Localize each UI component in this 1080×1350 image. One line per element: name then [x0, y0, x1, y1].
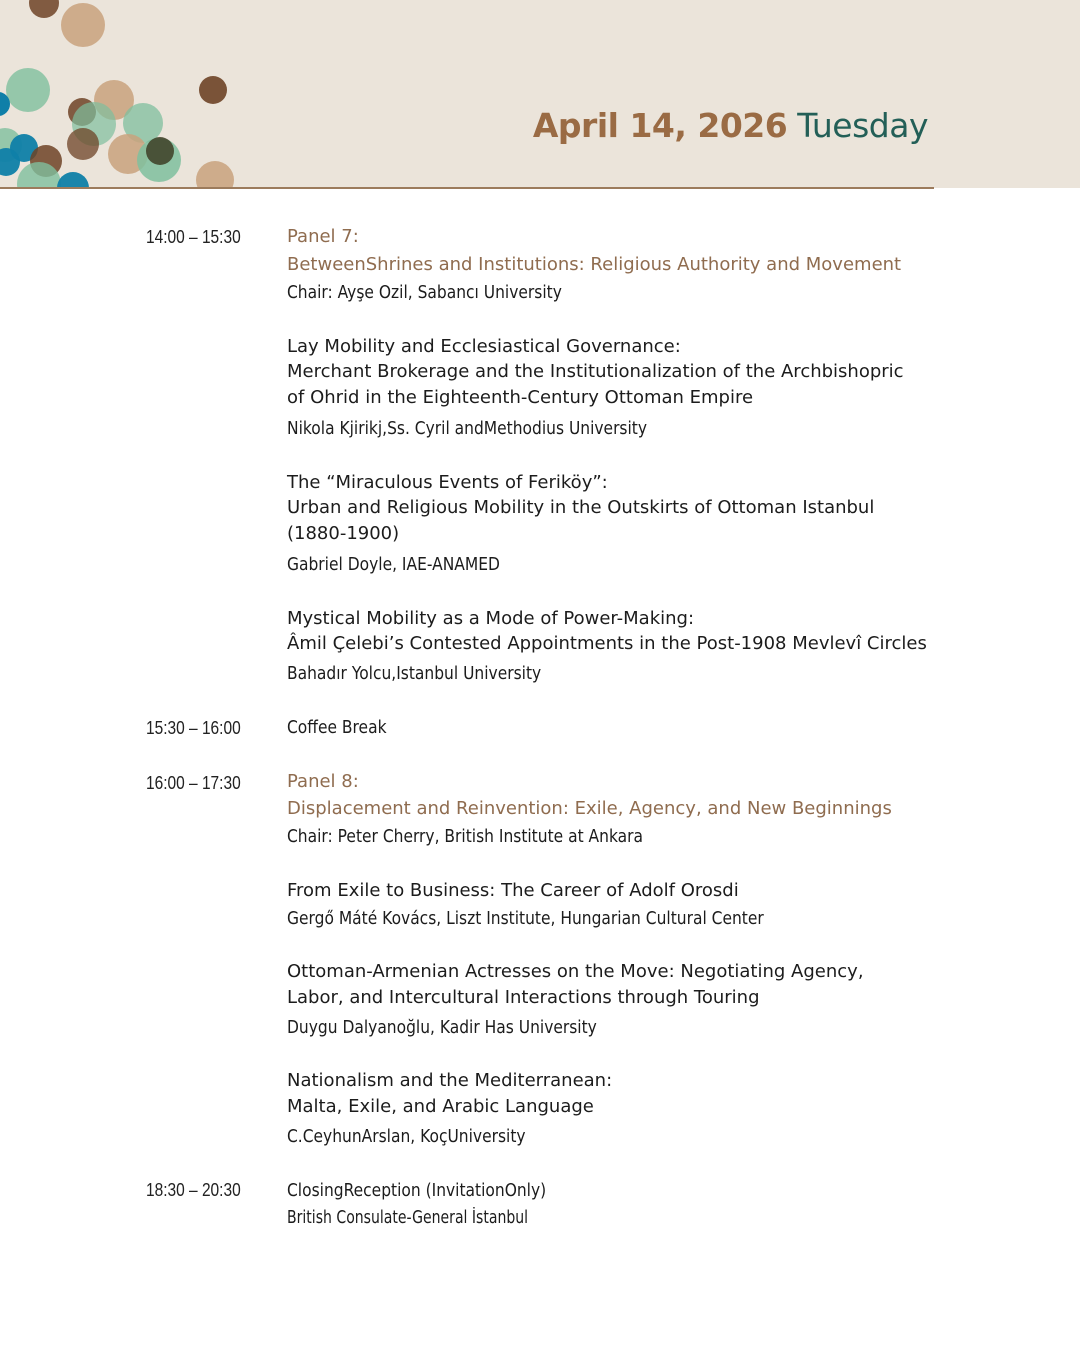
paper-title-line: The “Miraculous Events of Feriköy”: — [287, 472, 608, 493]
weekday-text: Tuesday — [797, 106, 928, 145]
paper-title-line: Âmil Çelebi’s Contested Appointments in the Post-1908 Mevlevî Circles — [287, 633, 927, 654]
panel-chair: Chair: Ayşe Ozil, Sabancı University — [287, 282, 562, 303]
panel-title: BetweenShrines and Institutions: Religious Authority and Movement — [287, 254, 902, 275]
paper-title-line: Mystical Mobility as a Mode of Power-Making: — [287, 608, 695, 629]
paper-speaker: Duygu Dalyanoğlu, Kadir Has University — [287, 1017, 597, 1038]
paper-speaker: Gergő Máté Kovács, Liszt Institute, Hungarian Cultural Center — [287, 908, 764, 929]
page-date-heading — [533, 106, 928, 145]
closing-reception-title: ClosingReception (InvitationOnly) — [287, 1180, 547, 1201]
paper-speaker: Gabriel Doyle, IAE-ANAMED — [287, 554, 500, 575]
coffee-break-label: Coffee Break — [287, 717, 387, 738]
panel-title: Displacement and Reinvention: Exile, Agency, and New Beginnings — [287, 798, 892, 819]
paper-title-line: Labor, and Intercultural Interactions through Touring — [287, 987, 760, 1008]
paper-title-line: Nationalism and the Mediterranean: — [287, 1070, 613, 1091]
closing-reception-venue: British Consulate-General İstanbul — [287, 1207, 529, 1228]
paper-title-line: (1880-1900) — [287, 523, 400, 544]
date-text: April 14, 2026 — [532, 106, 788, 145]
paper-title-line: Merchant Brokerage and the Institutionalization of the Archbishopric — [287, 361, 904, 382]
header-band — [0, 0, 1080, 188]
paper-speaker: Nikola Kjirikj,Ss. Cyril andMethodius University — [287, 418, 648, 439]
paper-title-line: Malta, Exile, and Arabic Language — [287, 1096, 594, 1117]
paper-speaker: Bahadır Yolcu,Istanbul University — [287, 663, 542, 684]
session-time: 18:30 – 20:30 — [146, 1180, 241, 1200]
session-time: 14:00 – 15:30 — [146, 227, 241, 247]
panel-label: Panel 7: — [287, 226, 359, 247]
panel-chair: Chair: Peter Cherry, British Institute at Ankara — [287, 826, 643, 847]
session-time: 15:30 – 16:00 — [146, 718, 241, 738]
paper-title-line: Ottoman-Armenian Actresses on the Move: Negotiating Agency, — [287, 961, 864, 982]
paper-speaker: C.CeyhunArslan, KoçUniversity — [287, 1126, 526, 1147]
paper-title-line: From Exile to Business: The Career of Adolf Orosdi — [287, 880, 739, 901]
session-time: 16:00 – 17:30 — [146, 773, 241, 793]
paper-title-line: of Ohrid in the Eighteenth-Century Ottoman Empire — [287, 387, 754, 408]
paper-title-line: Urban and Religious Mobility in the Outskirts of Ottoman Istanbul — [287, 497, 875, 518]
header-divider — [0, 187, 934, 189]
paper-title-line: Lay Mobility and Ecclesiastical Governance: — [287, 336, 681, 357]
panel-label: Panel 8: — [287, 771, 359, 792]
